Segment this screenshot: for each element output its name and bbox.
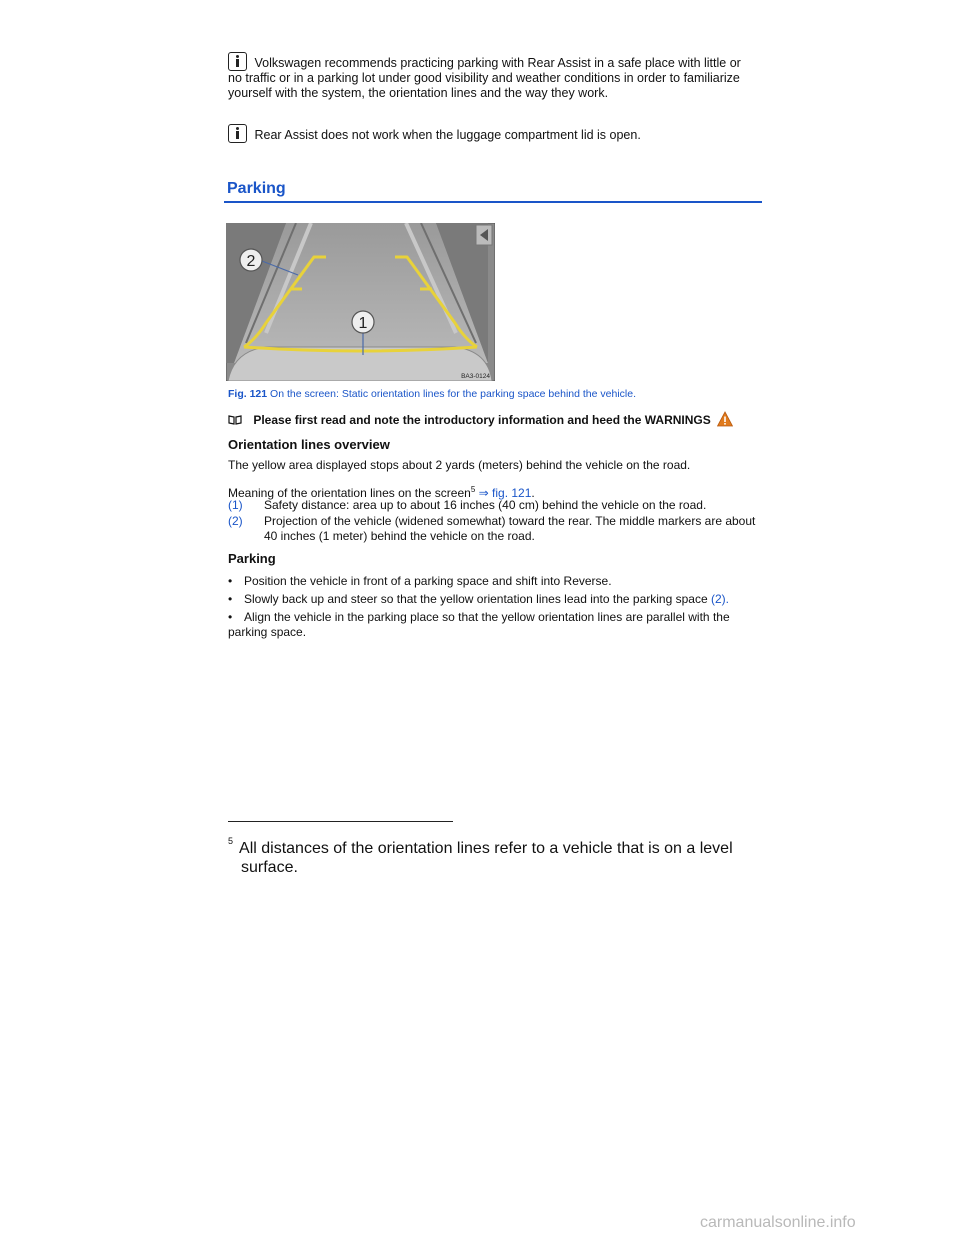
info-note-lid: [228, 124, 758, 143]
parking-step-1: • Position the vehicle in front of a parking space and shift into Reverse.: [228, 574, 612, 588]
book-icon: [228, 415, 242, 425]
footnote-ref[interactable]: 5: [470, 485, 476, 494]
footnote-number: 5: [228, 836, 234, 846]
info-note-text: Rear Assist does not work when the luggage compartment lid is open.: [254, 128, 641, 142]
overview-heading: Orientation lines overview: [228, 437, 390, 452]
figure-link[interactable]: ⇒ fig. 121: [478, 486, 532, 500]
rear-camera-figure: [226, 223, 495, 381]
figure-caption: [228, 388, 636, 400]
footnote-line-2: surface.: [241, 859, 298, 876]
item-text: Projection of the vehicle (widened somewhat) toward the rear. The middle markers are about 40 inches (1 meter) behind the vehicle on the road.: [264, 514, 756, 543]
meaning-text: Meaning of the orientation lines on the screen: [228, 486, 471, 500]
info-icon: [228, 124, 247, 143]
figure-caption-label: Fig. 121: [228, 388, 268, 400]
footnote: [228, 832, 758, 877]
info-note-text: Volkswagen recommends practicing parking with Rear Assist in a safe place with little or no traffic or in a parking lot under good visibility and weather conditions in order to familiarize yourself with the system, the orientation lines and the way they work.: [228, 56, 741, 100]
info-note-practice: [228, 52, 758, 101]
callout-ref-link[interactable]: (2).: [710, 592, 729, 606]
step-text: Position the vehicle in front of a parking space and shift into Reverse.: [244, 574, 612, 588]
step-text: Align the vehicle in the parking place so that the yellow orientation lines are parallel with the parking space.: [228, 610, 730, 639]
item-number: (1): [228, 498, 243, 512]
parking-step-3: • Align the vehicle in the parking place so that the yellow orientation lines are parallel with the parking space.: [228, 610, 730, 639]
figure-caption-text: On the screen: Static orientation lines for the parking space behind the vehicle.: [270, 388, 636, 400]
section-divider: [224, 201, 762, 203]
info-icon: [228, 52, 247, 71]
callout-1-label: 1: [358, 315, 368, 332]
section-title: Parking: [227, 180, 286, 197]
camera-screen-illustration: [226, 223, 495, 381]
parking-step-2: • Slowly back up and steer so that the yellow orientation lines lead into the parking space (2).: [228, 592, 729, 606]
warning-icon: [717, 411, 733, 427]
overview-text: The yellow area displayed stops about 2 yards (meters) behind the vehicle on the road.: [228, 458, 691, 472]
parking-heading: Parking: [228, 551, 276, 566]
read-warnings-note: [228, 411, 733, 427]
read-warnings-text: Please first read and note the introductory information and heed the WARNINGS: [253, 413, 711, 427]
item-text: Safety distance: area up to about 16 inches (40 cm) behind the vehicle on the road.: [264, 498, 707, 512]
footnote-line-1: All distances of the orientation lines refer to a vehicle that is on a level: [239, 840, 733, 857]
step-text: Slowly back up and steer so that the yellow orientation lines lead into the parking space: [244, 592, 708, 606]
figure-code: BA3-0124: [461, 373, 490, 380]
meaning-end: .: [531, 486, 535, 500]
watermark: carmanualsonline.info: [700, 1214, 856, 1231]
callout-2-label: 2: [246, 253, 256, 270]
footnote-divider: [228, 821, 453, 822]
item-number: (2): [228, 514, 243, 528]
